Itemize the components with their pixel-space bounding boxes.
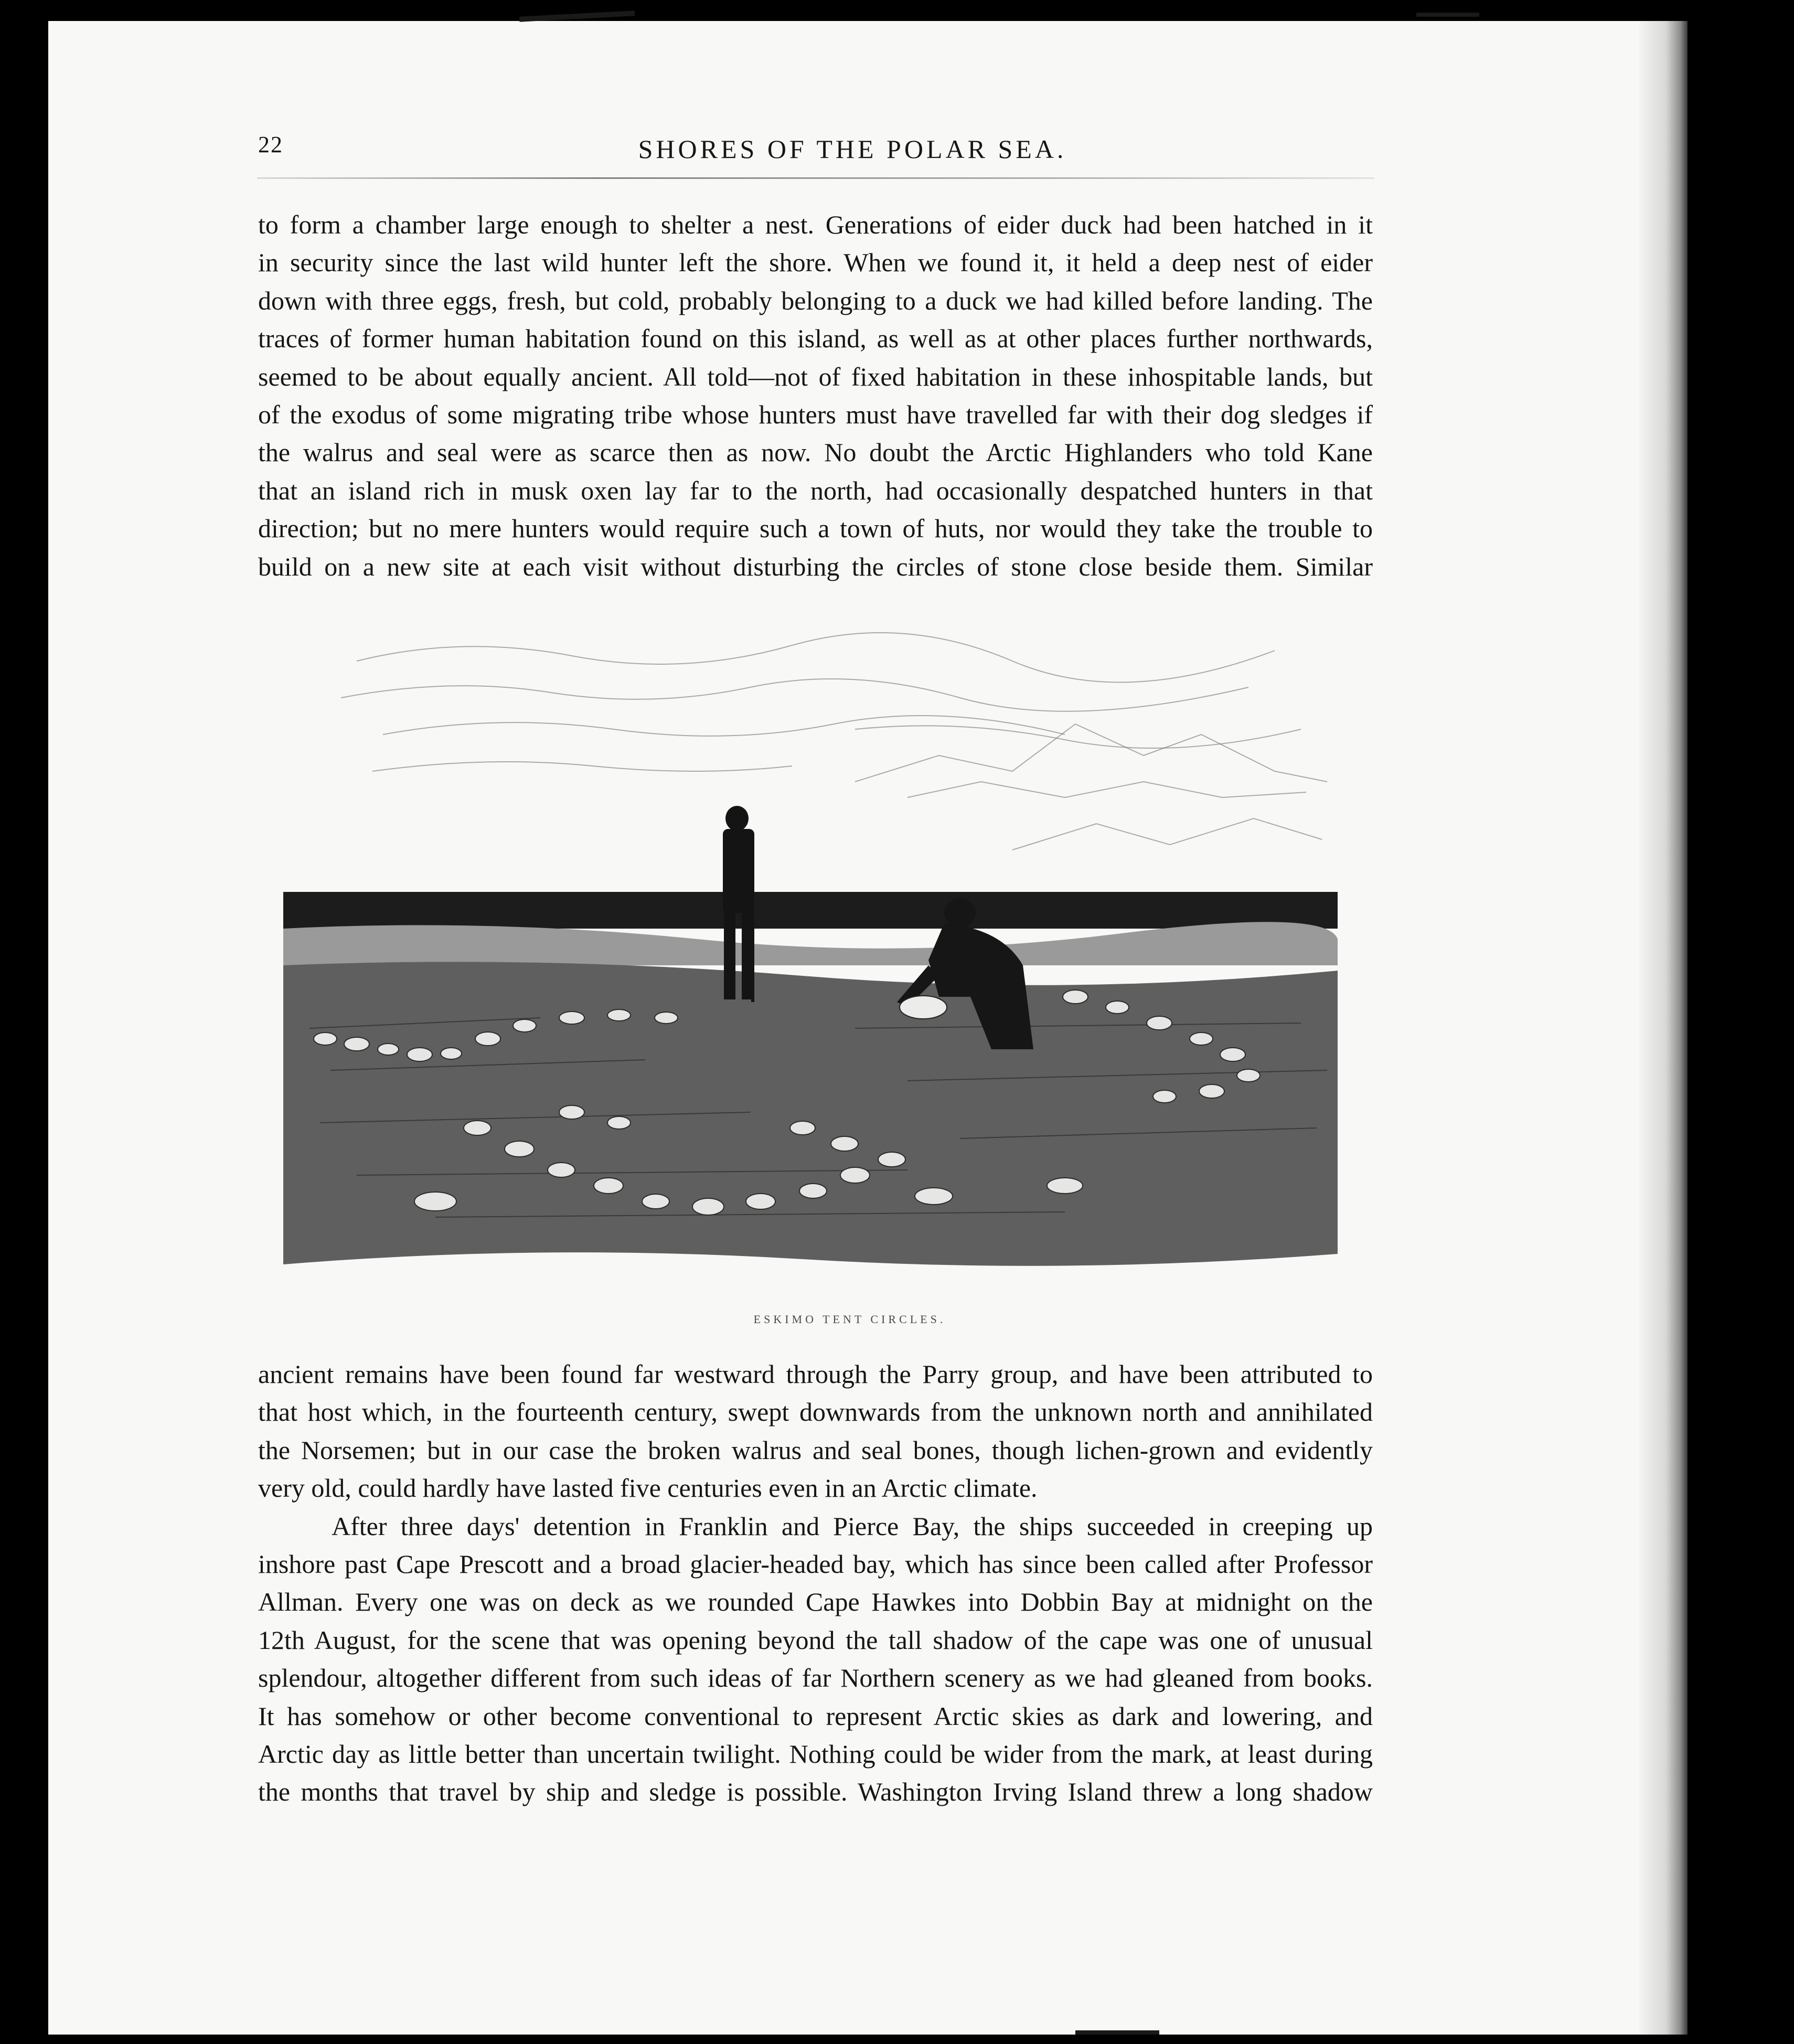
text-line: to form a chamber large enough to shelter a nest. Generations of eider duck had been hatched in it (258, 210, 1373, 239)
dark-sea (283, 892, 1338, 929)
text-line: down with three eggs, fresh, but cold, probably belonging to a duck we had killed before landing. The (258, 285, 1373, 315)
text-line: splendour, altogether different from such ideas of far Northern scenery as we had gleaned from books. (258, 1663, 1373, 1693)
text-line: of the exodus of some migrating tribe whose hunters must have travelled far with their dog sledges if (258, 399, 1373, 429)
header-rule (257, 177, 1374, 179)
scan-mark-top-right (1416, 13, 1479, 17)
tundra-ground (283, 962, 1338, 1266)
engraving-illustration (278, 598, 1343, 1291)
text-line: that an island rich in musk oxen lay far to the north, had occasionally despatched hunters in that (258, 475, 1373, 505)
body-text-bottom (258, 1355, 1373, 1811)
text-line: direction; but no mere hunters would require such a town of huts, nor would they take the trouble to (258, 514, 1373, 544)
text-line: inshore past Cape Prescott and a broad glacier-headed bay, which has since been called after Professor (258, 1549, 1373, 1579)
text-line: the Norsemen; but in our case the broken walrus and seal bones, though lichen-grown and evidently (258, 1435, 1373, 1465)
text-line: build on a new site at each visit without disturbing the circles of stone close beside them. Similar (258, 551, 1373, 581)
text-line: ancient remains have been found far westward through the Parry group, and have been attributed to (258, 1359, 1373, 1389)
text-line: It has somehow or other become conventional to represent Arctic skies as dark and lowering, and (258, 1701, 1373, 1731)
text-line: 12th August, for the scene that was opening beyond the tall shadow of the cape was one of unusual (258, 1625, 1373, 1655)
scan-mark-bottom (1075, 2030, 1159, 2035)
text-line: in security since the last wild hunter left the shore. When we found it, it held a deep nest of eider (258, 248, 1373, 278)
page-number: 22 (258, 132, 283, 157)
running-title: SHORES OF THE POLAR SEA. (638, 134, 1067, 164)
scan-mark-top (519, 10, 635, 22)
text-line: seemed to be about equally ancient. All told—not of fixed habitation in these inhospitable lands, but (258, 361, 1373, 391)
text-line: the walrus and seal were as scarce then as now. No doubt the Arctic Highlanders who told Kane (258, 438, 1373, 467)
body-text-top (258, 206, 1373, 585)
text-line: very old, could hardly have lasted five centuries even in an Arctic climate. (258, 1473, 1038, 1503)
text-line: Arctic day as little better than uncertain twilight. Nothing could be wider from the mark, at least during (258, 1739, 1373, 1769)
illustration-caption: ESKIMO TENT CIRCLES. (753, 1313, 946, 1326)
text-line: the months that travel by ship and sledge is possible. Washington Irving Island threw a long shadow (258, 1777, 1373, 1807)
distant-mountains (855, 724, 1327, 850)
text-line: that host which, in the fourteenth century, swept downwards from the unknown north and annihilated (258, 1397, 1373, 1427)
text-line: traces of former human habitation found on this island, as well as at other places further northwards, (258, 324, 1373, 354)
text-line: Allman. Every one was on deck as we rounded Cape Hawkes into Dobbin Bay at midnight on the (258, 1587, 1373, 1617)
page-gutter-edge (1639, 21, 1688, 2035)
text-line: After three days' detention in Franklin and Pierce Bay, the ships succeeded in creeping up (332, 1511, 1373, 1541)
